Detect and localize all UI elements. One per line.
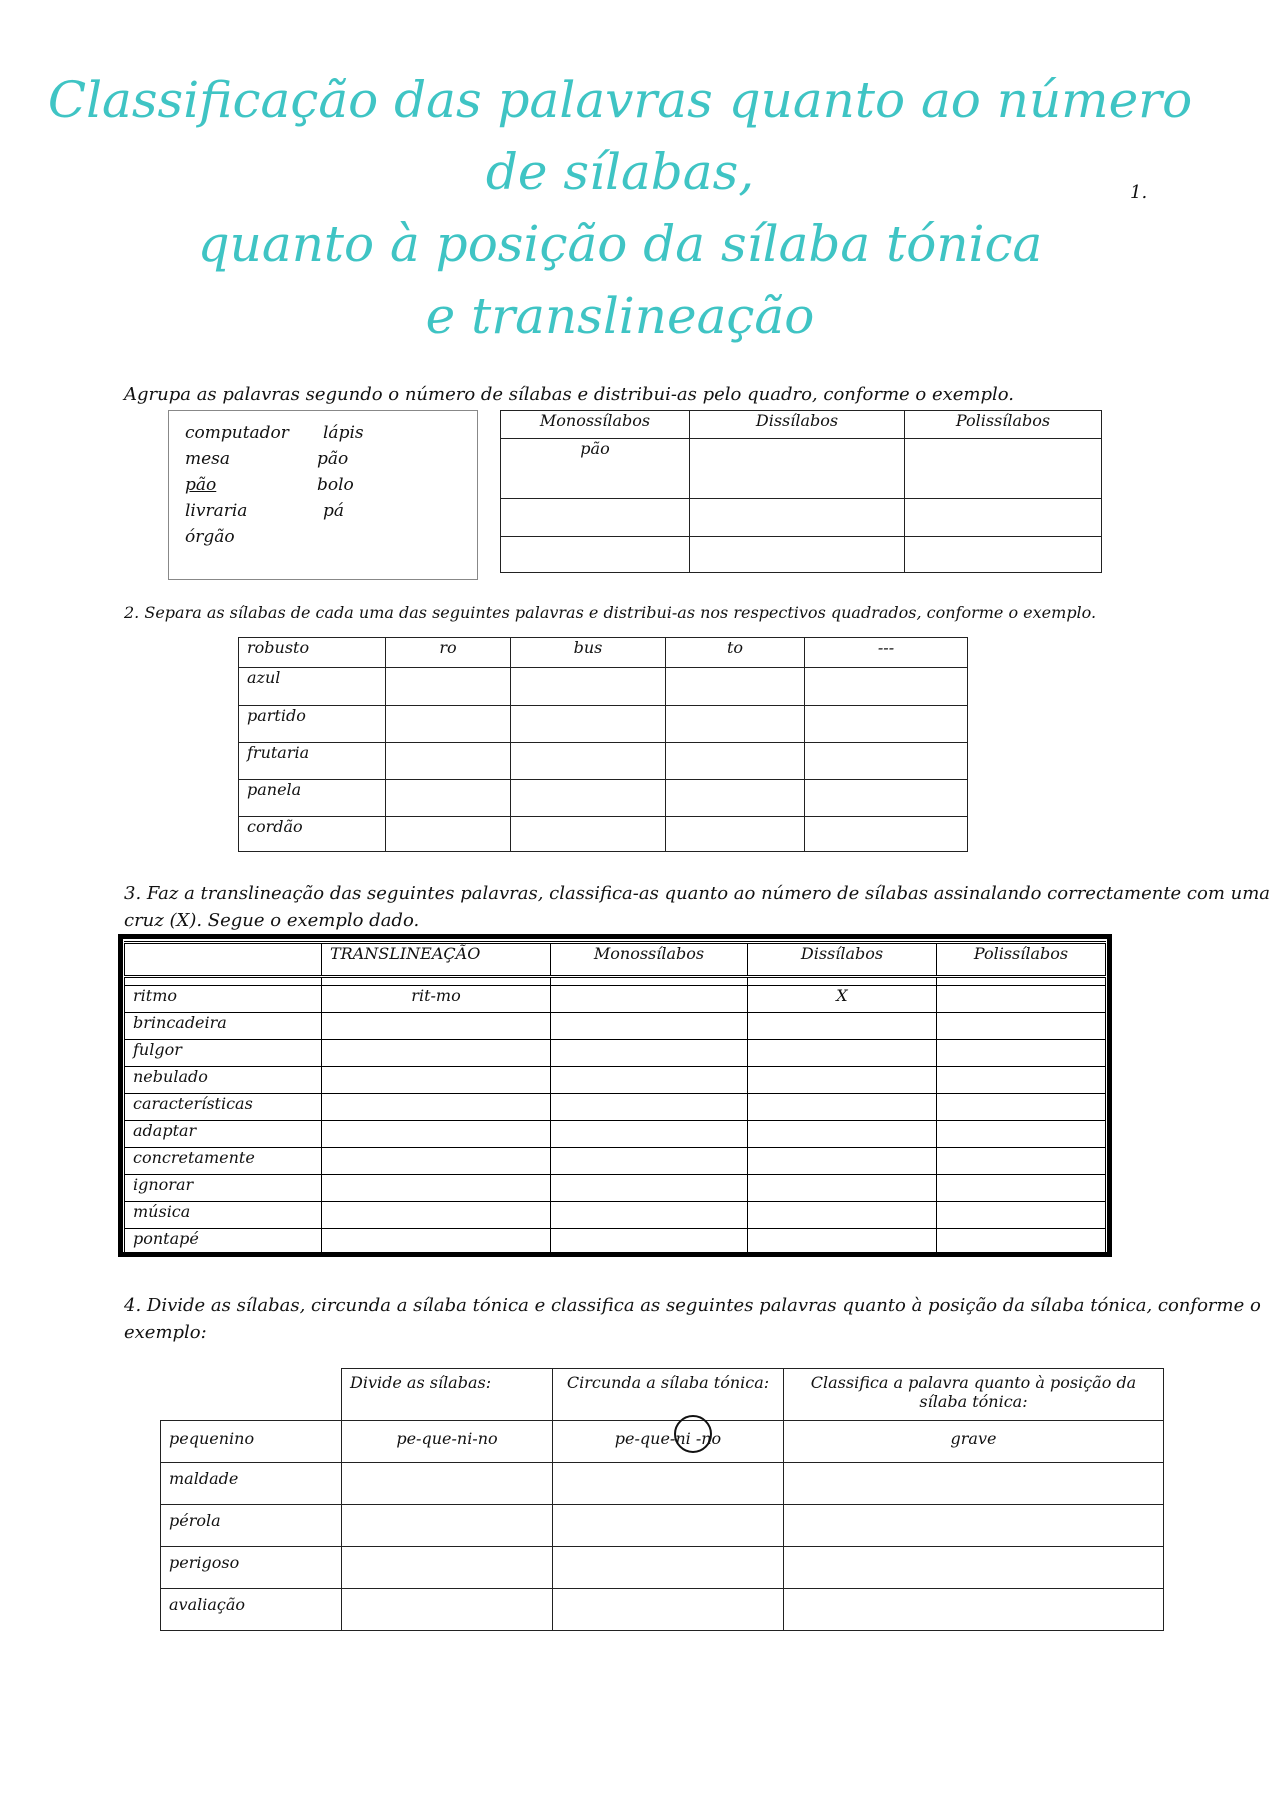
ex3-cell[interactable] — [322, 1229, 551, 1256]
page-title-line-1: Classificação das palavras quanto ao número — [47, 71, 1193, 129]
ex4-cell[interactable] — [553, 1589, 784, 1631]
ex2-cell[interactable] — [386, 817, 511, 852]
ex3-example-word: ritmo — [125, 986, 322, 1013]
ex3-cell[interactable] — [322, 1067, 551, 1094]
ex3-cell[interactable] — [551, 1175, 748, 1202]
ex2-cell[interactable] — [511, 668, 666, 706]
ex2-cell[interactable] — [511, 780, 666, 817]
ex2-cell[interactable] — [386, 780, 511, 817]
ex3-cell[interactable] — [937, 1013, 1106, 1040]
ex1-cell[interactable] — [905, 499, 1102, 537]
ex3-cell[interactable] — [748, 1121, 937, 1148]
ex3-cell[interactable] — [551, 1013, 748, 1040]
ex4-word: avaliação — [161, 1589, 342, 1631]
ex3-word: nebulado — [125, 1067, 322, 1094]
page-number: 1. — [1130, 182, 1148, 203]
ex4-word: perigoso — [161, 1547, 342, 1589]
ex1-word: pão — [317, 449, 349, 469]
ex3-cell[interactable] — [937, 1094, 1106, 1121]
ex1-header: Polissílabos — [905, 411, 1102, 439]
ex4-header: Classifica a palavra quanto à posição da sílaba tónica: — [784, 1369, 1164, 1421]
ex3-cell[interactable] — [551, 1040, 748, 1067]
ex3-cell[interactable] — [748, 1094, 937, 1121]
ex1-cell[interactable] — [501, 537, 690, 573]
ex4-table — [160, 1368, 1164, 1631]
ex3-table — [124, 941, 1106, 1256]
ex2-cell[interactable] — [511, 743, 666, 780]
ex2-example-syllable: bus — [511, 638, 666, 668]
ex3-cell[interactable] — [551, 1067, 748, 1094]
ex2-cell[interactable] — [386, 743, 511, 780]
ex4-header: Circunda a sílaba tónica: — [553, 1369, 784, 1421]
ex3-cell[interactable] — [748, 1229, 937, 1256]
ex3-cell[interactable] — [322, 1013, 551, 1040]
ex3-cell[interactable] — [551, 1148, 748, 1175]
ex4-example-classification: grave — [784, 1421, 1164, 1463]
ex4-example-circled — [553, 1421, 784, 1463]
ex3-header-translineacao: TRANSLINEAÇÃO — [322, 943, 551, 977]
ex2-cell[interactable] — [805, 706, 968, 743]
ex3-cell[interactable] — [551, 1121, 748, 1148]
ex3-cell[interactable] — [937, 1229, 1106, 1256]
ex4-word: maldade — [161, 1463, 342, 1505]
ex2-instruction: 2. Separa as sílabas de cada uma das seguintes palavras e distribui-as nos respectivos quadrados, conforme o exemplo. — [124, 603, 1097, 622]
ex1-cell[interactable] — [905, 439, 1102, 499]
ex3-word: música — [125, 1202, 322, 1229]
ex2-example-syllable: ro — [386, 638, 511, 668]
ex2-word: frutaria — [239, 743, 386, 780]
ex4-header: Divide as sílabas: — [342, 1369, 553, 1421]
ex3-cell[interactable] — [322, 1094, 551, 1121]
ex3-cell[interactable] — [322, 1040, 551, 1067]
ex3-cell — [551, 986, 748, 1013]
page-title-line-2: de sílabas, — [485, 143, 755, 201]
ex3-cell[interactable] — [748, 1202, 937, 1229]
ex4-instruction-line-2: exemplo: — [124, 1322, 207, 1343]
ex1-word-box — [168, 410, 478, 580]
ex3-cell — [937, 986, 1106, 1013]
page-title-line-3: quanto à posição da sílaba tónica — [197, 215, 1043, 273]
ex2-word: azul — [239, 668, 386, 706]
ex1-cell[interactable] — [690, 439, 905, 499]
ex4-word: pérola — [161, 1505, 342, 1547]
ex1-word: lápis — [323, 423, 364, 443]
ex2-cell[interactable] — [805, 780, 968, 817]
ex3-cell[interactable] — [551, 1094, 748, 1121]
ex3-header: Dissílabos — [748, 943, 937, 977]
ex2-example-syllable: to — [666, 638, 805, 668]
ex4-cell[interactable] — [342, 1547, 553, 1589]
ex3-word: pontapé — [125, 1229, 322, 1256]
ex3-example-mark: X — [748, 986, 937, 1013]
ex3-cell[interactable] — [937, 1175, 1106, 1202]
ex4-cell[interactable] — [342, 1589, 553, 1631]
ex2-cell[interactable] — [805, 668, 968, 706]
ex2-cell[interactable] — [666, 743, 805, 780]
ex1-header: Monossílabos — [501, 411, 690, 439]
ex3-cell[interactable] — [322, 1121, 551, 1148]
ex1-word: pá — [323, 501, 345, 521]
ex2-cell[interactable] — [511, 706, 666, 743]
ex2-word: partido — [239, 706, 386, 743]
ex2-cell[interactable] — [666, 780, 805, 817]
ex4-cell[interactable] — [342, 1505, 553, 1547]
ex2-cell[interactable] — [666, 817, 805, 852]
ex3-word: ignorar — [125, 1175, 322, 1202]
ex4-example-word: pequenino — [161, 1421, 342, 1463]
ex2-table — [238, 637, 968, 852]
ex4-cell[interactable] — [784, 1505, 1164, 1547]
ex4-instruction-line-1: 4. Divide as sílabas, circunda a sílaba tónica e classifica as seguintes palavras quanto à posição da sílaba tónica, conforme o — [124, 1295, 1261, 1316]
ex3-cell[interactable] — [937, 1040, 1106, 1067]
ex2-cell[interactable] — [805, 743, 968, 780]
ex1-word-example: pão — [185, 475, 217, 495]
ex1-instruction: Agrupa as palavras segundo o número de sílabas e distribui-as pelo quadro, conforme o exemplo. — [124, 384, 1015, 405]
ex3-cell[interactable] — [937, 1121, 1106, 1148]
ex1-header: Dissílabos — [690, 411, 905, 439]
ex1-word: computador — [185, 423, 289, 443]
ex4-example-divided: pe-que-ni-no — [342, 1421, 553, 1463]
ex1-word: órgão — [185, 527, 235, 547]
ex4-cell[interactable] — [784, 1547, 1164, 1589]
ex2-cell[interactable] — [666, 668, 805, 706]
ex1-word: mesa — [185, 449, 231, 469]
page-title-line-4: e translineação — [425, 287, 815, 345]
ex2-cell[interactable] — [805, 817, 968, 852]
ex1-word: livraria — [185, 501, 248, 521]
ex3-word: adaptar — [125, 1121, 322, 1148]
ex3-word: brincadeira — [125, 1013, 322, 1040]
ex2-cell[interactable] — [386, 706, 511, 743]
ex2-cell[interactable] — [386, 668, 511, 706]
ex3-cell[interactable] — [748, 1040, 937, 1067]
ex3-instruction-line-2: cruz (X). Segue o exemplo dado. — [124, 910, 420, 931]
ex2-cell[interactable] — [666, 706, 805, 743]
ex3-word: fulgor — [125, 1040, 322, 1067]
ex1-cell[interactable] — [905, 537, 1102, 573]
ex3-instruction-line-1: 3. Faz a translineação das seguintes palavras, classifica-as quanto ao número de sílabas assinalando correctamente com uma — [124, 883, 1271, 904]
ex3-header: Monossílabos — [551, 943, 748, 977]
ex4-example-circled-text: pe-que-ni -no — [614, 1429, 722, 1448]
ex3-cell[interactable] — [748, 1067, 937, 1094]
ex4-cell[interactable] — [784, 1463, 1164, 1505]
ex2-cell[interactable] — [511, 817, 666, 852]
ex3-header — [125, 943, 322, 977]
ex3-word: concretamente — [125, 1148, 322, 1175]
ex3-cell[interactable] — [322, 1175, 551, 1202]
ex4-cell[interactable] — [553, 1505, 784, 1547]
tonic-syllable-circle — [674, 1415, 712, 1453]
ex3-cell[interactable] — [937, 1202, 1106, 1229]
ex1-cell[interactable] — [501, 499, 690, 537]
ex3-cell[interactable] — [748, 1148, 937, 1175]
ex3-cell[interactable] — [322, 1148, 551, 1175]
ex4-cell[interactable] — [784, 1589, 1164, 1631]
ex1-cell[interactable] — [690, 499, 905, 537]
ex4-cell[interactable] — [342, 1463, 553, 1505]
ex4-header-empty — [161, 1369, 342, 1421]
ex3-word: características — [125, 1094, 322, 1121]
ex1-cell[interactable] — [690, 537, 905, 573]
ex1-cell: pão — [501, 439, 690, 499]
ex3-cell[interactable] — [748, 1175, 937, 1202]
ex3-cell[interactable] — [937, 1148, 1106, 1175]
ex2-example-syllable: --- — [805, 638, 968, 668]
ex3-cell[interactable] — [748, 1013, 937, 1040]
ex2-example-word: robusto — [239, 638, 386, 668]
ex1-word: bolo — [317, 475, 354, 495]
ex3-example-translineacao: rit-mo — [322, 986, 551, 1013]
ex3-cell[interactable] — [551, 1202, 748, 1229]
ex4-cell[interactable] — [553, 1463, 784, 1505]
ex4-cell[interactable] — [553, 1547, 784, 1589]
ex2-word: panela — [239, 780, 386, 817]
ex3-header: Polissílabos — [937, 943, 1106, 977]
ex2-word: cordão — [239, 817, 386, 852]
ex3-cell[interactable] — [551, 1229, 748, 1256]
ex3-cell[interactable] — [937, 1067, 1106, 1094]
ex1-table — [500, 410, 1102, 573]
ex3-cell[interactable] — [322, 1202, 551, 1229]
